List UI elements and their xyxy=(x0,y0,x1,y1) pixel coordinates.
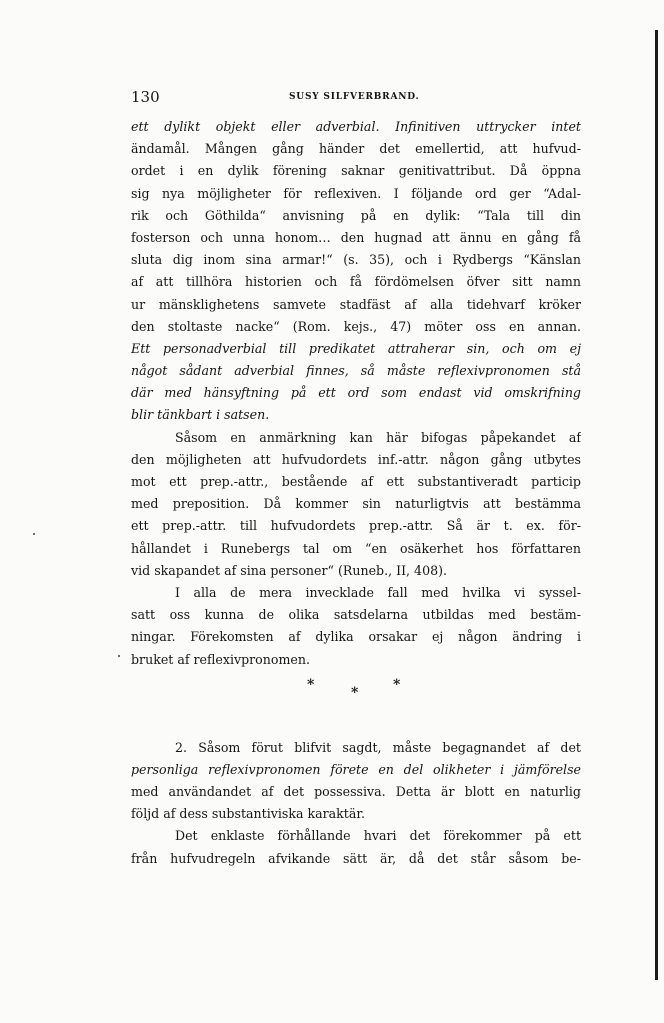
text-line: den stoltaste nacke“ (Rom. kejs., 47) möter oss en annan. xyxy=(131,318,581,334)
text-line: ur mänsklighetens samvete stadfäst af alla tidehvarf kröker xyxy=(131,296,581,312)
paragraph-3 xyxy=(131,582,581,671)
print-speck xyxy=(33,533,35,535)
text-line: ningar. Förekomsten af dylika orsakar ej någon ändring i xyxy=(131,629,581,645)
text-line: 2. Såsom förut blifvit sagdt, måste begagnandet af det xyxy=(175,739,581,755)
body-text xyxy=(131,116,581,870)
text-line: Det enklaste förhållande hvari det förekommer på ett xyxy=(175,828,581,844)
text-line-italic: där med hänsyftning på ett ord som endast vid omskrifning xyxy=(131,385,581,401)
asterisk: * xyxy=(351,684,359,701)
text-line: den möjligheten att hufvudordets inf.-attr. någon gång utbytes xyxy=(131,451,581,467)
text-line: ordet i en dylik förening saknar genitivattribut. Då öppna xyxy=(131,163,581,179)
text-line: ett dylikt objekt eller adverbial. Infinitiven uttrycker intet xyxy=(131,119,581,134)
text-line: ändamål. Mången gång händer det emellertid, att hufvud- xyxy=(131,141,581,157)
text-line: rik och Göthilda“ anvisning på en dylik: “Tala till din xyxy=(131,207,581,223)
text-line: följd af dess substantiviska karaktär. xyxy=(131,806,365,822)
text-line: från hufvudregeln afvikande sätt är, då det står såsom be- xyxy=(131,850,581,866)
running-head: SUSY SILFVERBRAND. xyxy=(289,92,420,102)
paragraph-4 xyxy=(131,737,581,826)
text-line-italic: något sådant adverbial finnes, så måste reflexivpronomen stå xyxy=(131,363,581,379)
text-line: fosterson och unna honom… den hugnad att ännu en gång få xyxy=(131,229,581,245)
text-line: ett prep.-attr. till hufvudordets prep.-attr. Så är t. ex. för- xyxy=(131,518,581,534)
text-line: bruket af reflexivpronomen. xyxy=(131,651,310,667)
text-line: Såsom en anmärkning kan här bifogas påpekandet af xyxy=(175,429,581,445)
text-line-italic: blir tänkbart i satsen. xyxy=(131,407,270,423)
text-line: hållandet i Runebergs tal om “en osäkerhet hos författaren xyxy=(131,540,581,556)
paragraph-5 xyxy=(131,825,581,869)
asterisk: * xyxy=(307,676,315,693)
page-edge-shadow xyxy=(655,30,658,980)
text-line: med preposition. Då kommer sin naturligtvis att bestämma xyxy=(131,496,581,512)
page-number: 130 xyxy=(131,88,160,106)
text-line: I alla de mera invecklade fall med hvilka vi syssel- xyxy=(175,584,581,600)
text-line: sluta dig inom sina armar!“ (s. 35), och i Rydbergs “Känslan xyxy=(131,252,581,268)
text-line-italic: personliga reflexivpronomen förete en del olikheter i jämförelse xyxy=(131,761,581,777)
asterisk: * xyxy=(393,676,401,693)
text-line: vid skapandet af sina personer“ (Runeb., II, 408). xyxy=(131,562,448,578)
text-line: satt oss kunna de olika satsdelarna utbildas med bestäm- xyxy=(131,607,581,623)
text-line: mot ett prep.-attr., bestående af ett substantiveradt particip xyxy=(131,474,581,489)
text-line-italic: Ett personadverbial till predikatet attraherar sin, och om ej xyxy=(131,340,581,356)
print-speck xyxy=(118,655,120,657)
paragraph-1 xyxy=(131,116,581,427)
page-header xyxy=(131,88,581,106)
text-line: med användandet af det possessiva. Detta är blott en naturlig xyxy=(131,784,581,800)
text-line: af att tillhöra historien och få fördömelsen öfver sitt namn xyxy=(131,274,581,290)
section-separator xyxy=(131,671,581,731)
text-line: sig nya möjligheter för reflexiven. I följande ord ger “Adal- xyxy=(131,185,581,201)
paragraph-2 xyxy=(131,427,581,582)
